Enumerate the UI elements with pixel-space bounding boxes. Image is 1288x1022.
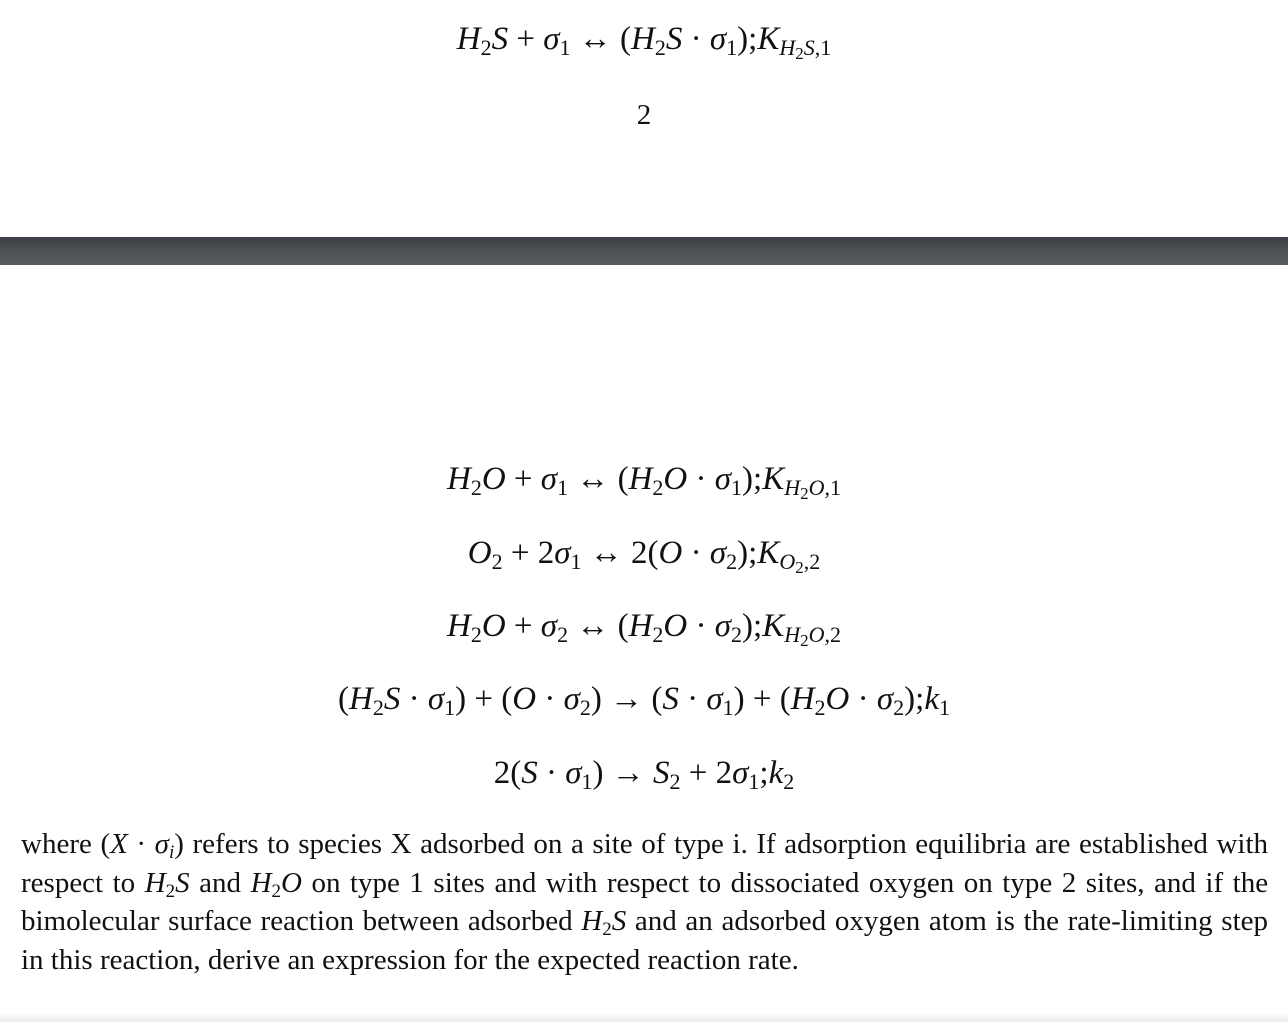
document-page-top <box>0 0 1288 237</box>
inline-math-h2s: $H_2S$ <box>144 866 190 902</box>
equation-surface-reaction: $(H_2S \cdot \sigma_1) + (O \cdot \sigma_2) \to (S \cdot \sigma_1) + (H_2O$ · $\sigma_2);k_1$ <box>338 681 950 720</box>
inline-math-h2s: $H_2S$ <box>581 905 627 940</box>
paragraph-text: and an adsorbed oxygen atom is the rate-limiting step in this reaction, derive an expression for the expected reaction rate. <box>21 905 1268 976</box>
problem-paragraph <box>21 825 1268 979</box>
paragraph-text: where <box>21 828 92 860</box>
equation-h2s-adsorption: $H_2S + \sigma_1$ ↔ ($H_2S$ · $\sigma_1);K_{H_2S,1}$ <box>456 21 832 63</box>
inline-math-adsorbed-species: $(X \cdot \sigma_i)$ <box>100 828 184 863</box>
equation-h2o-adsorption-site2: $H_2O + \sigma_2$ ↔ ($H_2O$ · $\sigma_2);K_{H_2O,2}$ <box>446 608 842 650</box>
page-separator <box>0 237 1288 265</box>
equation-sulfur-desorption: $2(S \cdot \sigma_1) \to S_2$ + $2\sigma_1;k_2$ <box>493 755 795 794</box>
inline-math-h2o: $H_2O$ <box>250 866 302 902</box>
viewport-bottom-edge <box>0 1012 1288 1022</box>
equation-o2-dissociative-adsorption: $O_2 + 2\sigma_1$ ↔ $2(O \cdot \sigma_2);K_{O_2,2}$ <box>467 535 821 577</box>
page-number: 2 <box>636 99 652 131</box>
paragraph-text: and <box>199 866 242 899</box>
equation-h2o-adsorption-site1: $H_2O + \sigma_1$ ↔ ($H_2O$ · $\sigma_1);K_{H_2O,1}$ <box>446 461 842 503</box>
paragraph-text: refers to species X adsorbed on a site of type i. If adsorption equilibria are established with respect to <box>21 828 1269 899</box>
paragraph-text: on type 1 sites and with respect to dissociated oxygen on type 2 sites, and if the bimolecular surface reaction between adsorbed <box>21 866 1269 937</box>
